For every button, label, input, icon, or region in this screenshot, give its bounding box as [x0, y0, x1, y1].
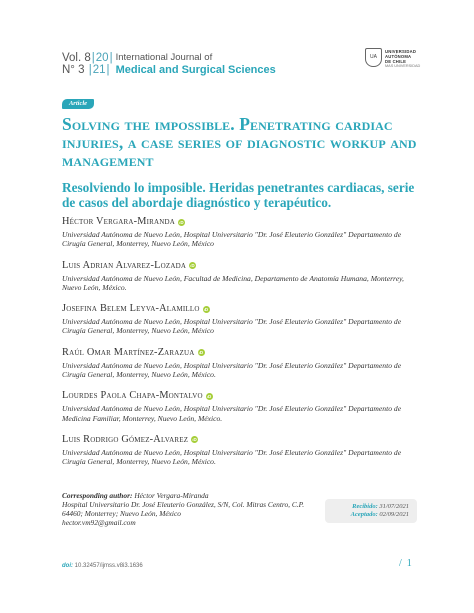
corresponding-email[interactable]: hector.vm92@gmail.com	[62, 518, 136, 527]
author-name: Raúl Omar Martínez-Zarazua	[62, 346, 195, 358]
corresponding-address-line1: Hospital Universitario Dr. José Eleuterio González, S/N, Col. Mitras Centro, C.P.	[62, 500, 305, 509]
author-name: Josefina Belem Leyva-Alamillo	[62, 303, 200, 315]
author-affiliation: Universidad Autónoma de Nuevo León, Hospital Universitario "Dr. José Eleuterio González" Departamento de Medicina Familiar, Monterrey, Nuevo León, México.	[62, 404, 402, 423]
volume-label: Vol. 8	[62, 52, 91, 64]
author-affiliation: Universidad Autónoma de Nuevo León, Hospital Universitario "Dr. José Eleuterio González" Departamento de Cirugía General, Monterrey, Nuevo León, México	[62, 230, 402, 249]
corresponding-label: Corresponding author:	[62, 491, 133, 500]
page-number-value: 1	[406, 558, 412, 569]
corresponding-author-block	[62, 491, 322, 527]
corresponding-address-line2: 64460; Monterrey; Nuevo León, México	[62, 509, 181, 518]
orcid-icon[interactable]: iD	[203, 306, 209, 312]
orcid-icon[interactable]: iD	[179, 219, 184, 225]
orcid-icon[interactable]: iD	[192, 437, 197, 443]
issue-label: N° 3	[62, 64, 85, 76]
author-affiliation: Universidad Autónoma de Nuevo León, Hospital Universitario "Dr. José Eleuterio González" Departamento de Cirugía General, Monterrey, Nuevo León, México.	[62, 360, 402, 380]
received-date: 31/07/2021	[379, 503, 409, 510]
doi-label: doi:	[62, 563, 73, 569]
logo-line3: DE CHILE	[385, 59, 407, 64]
corresponding-name: Héctor Vergara-Miranda	[134, 491, 209, 500]
logo-tagline: MAS UNIVERSIDAD	[385, 64, 421, 68]
doi-value[interactable]: 10.32457/ijmss.v8i3.1636	[74, 563, 143, 569]
article-type-badge: Article	[62, 99, 94, 109]
page-separator: /	[399, 558, 402, 569]
author-name: Luis Adrian Alvarez-Lozada	[62, 259, 187, 271]
journal-name-line2: Medical and Surgical Sciences	[115, 64, 276, 76]
year-part-a: 20	[95, 52, 109, 64]
university-logo	[365, 47, 423, 71]
doi-line	[62, 563, 143, 569]
author-entry	[62, 390, 418, 423]
author-name: Luis Rodrigo Gómez-Alvarez	[62, 433, 189, 445]
author-affiliation: Universidad Autónoma de Nuevo León, Facultad de Medicina, Departamento de Anatomía Humana, Monterrey, Nuevo León, México.	[62, 273, 404, 292]
author-entry	[62, 303, 418, 336]
article-title: Solving the impossible. Penetrating cardiac injuries, a case series of diagnostic workup and management	[62, 114, 417, 170]
author-affiliation: Universidad Autónoma de Nuevo León, Hospital Universitario "Dr. José Eleuterio González" Departamento de Cirugía General, Monterrey, Nuevo León, México	[62, 317, 402, 336]
author-name: Lourdes Paola Chapa-Montalvo	[62, 390, 203, 402]
received-label: Recibido:	[352, 503, 378, 510]
orcid-icon[interactable]: iD	[206, 393, 212, 399]
author-entry	[62, 216, 418, 249]
orcid-icon[interactable]: iD	[198, 350, 204, 356]
author-list	[62, 216, 418, 478]
logo-line2: AUTÓNOMA	[385, 54, 412, 59]
journal-header	[62, 52, 276, 76]
accepted-date: 02/09/2021	[379, 511, 409, 518]
dates-box	[325, 499, 417, 523]
author-name: Héctor Vergara-Miranda	[62, 216, 176, 227]
shield-icon: UA	[365, 48, 382, 67]
volume-issue-block: Vol. 8 | 20 | N° 3 | 21 |	[62, 52, 113, 76]
author-entry	[62, 347, 418, 380]
author-entry	[62, 434, 418, 467]
article-subtitle: Resolviendo lo imposible. Heridas penetrantes cardiacas, serie de casos del abordaje diagnóstico y terapéutico.	[62, 180, 415, 210]
accepted-label: Aceptado:	[350, 511, 378, 518]
author-affiliation: Universidad Autónoma de Nuevo León, Hospital Universitario "Dr. José Eleuterio González" Departamento de Cirugía General, Monterrey, Nuevo León, México.	[62, 447, 402, 467]
logo-line1: UNIVERSIDAD	[385, 49, 417, 54]
year-part-b: 21	[92, 64, 106, 76]
journal-name-line1: International Journal of	[115, 52, 213, 63]
journal-name	[116, 52, 276, 76]
author-entry	[62, 260, 418, 293]
orcid-icon[interactable]: iD	[190, 263, 195, 269]
page-number	[399, 558, 412, 569]
